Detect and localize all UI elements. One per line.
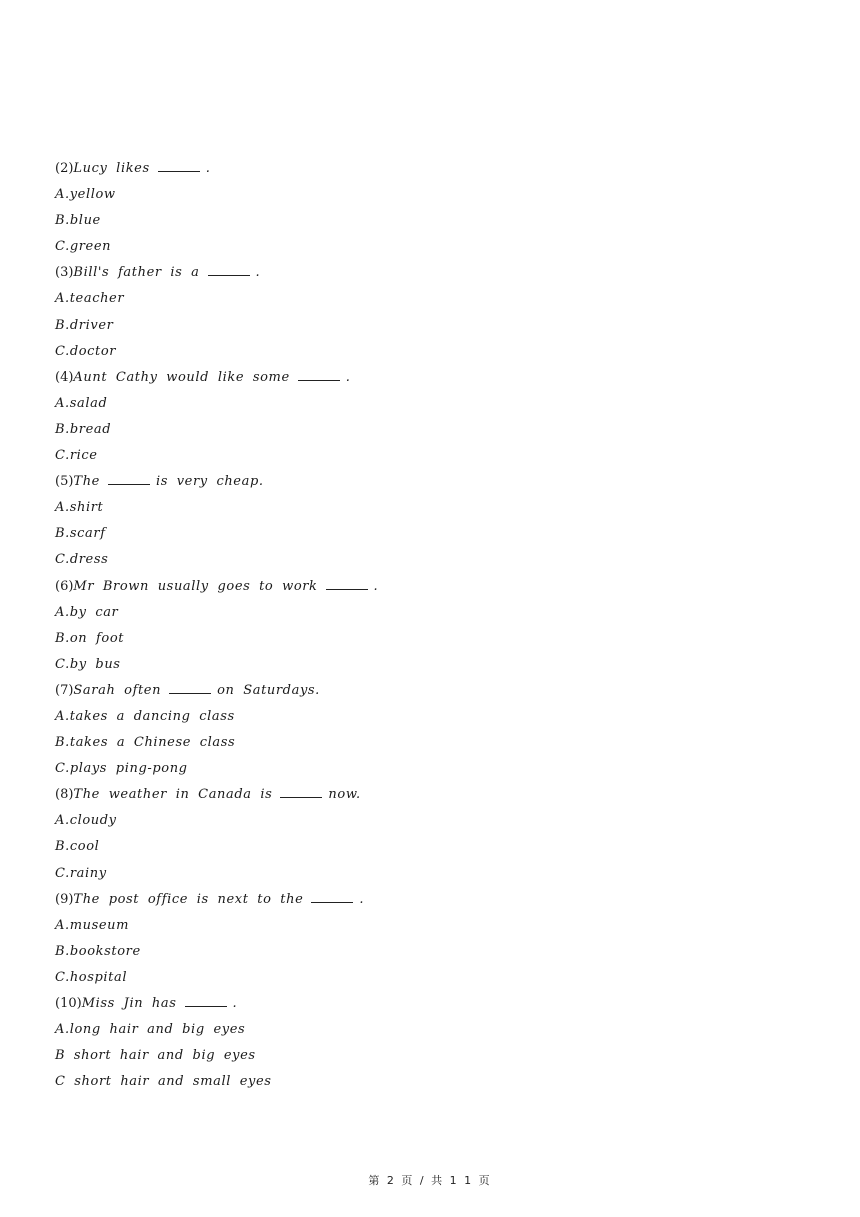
answer-option: B.takes a Chinese class [55, 735, 236, 751]
answer-blank[interactable] [280, 787, 322, 798]
question-text-before: Sarah often [73, 682, 162, 698]
question-text-before: The post office is next to the [73, 891, 304, 907]
question-text-before: Lucy likes [73, 161, 150, 176]
answer-option: A.museum [55, 917, 130, 933]
question-text-before: The [73, 474, 100, 490]
question-number: (9) [55, 891, 74, 907]
question-stem [55, 365, 815, 391]
answer-option: A.shirt [55, 500, 104, 516]
answer-option: B.blue [55, 213, 101, 229]
answer-option: B short hair and big eyes [55, 1048, 256, 1064]
question-stem [55, 469, 815, 495]
question-text-after: . [205, 161, 211, 176]
question-number: (3) [55, 265, 74, 281]
question-stem [55, 991, 815, 1017]
question-text-after: now. [328, 787, 361, 803]
question-text-before: Aunt Cathy would like some [73, 369, 290, 385]
question-number: (4) [55, 369, 74, 385]
answer-option: C.rainy [55, 865, 107, 881]
answer-blank[interactable] [311, 892, 353, 903]
answer-option: C.by bus [55, 656, 121, 672]
answer-option: C.doctor [55, 343, 117, 359]
question-number: (2) [55, 161, 74, 176]
answer-option: A.cloudy [55, 813, 117, 829]
question-text-before: Miss Jin has [81, 996, 177, 1011]
question-stem [55, 887, 815, 913]
question-number: (8) [55, 787, 74, 803]
answer-option: C.rice [55, 448, 98, 464]
answer-option: B.driver [55, 317, 114, 333]
question-number: (7) [55, 682, 74, 698]
question-text-after: . [232, 996, 238, 1011]
question-text-after: . [345, 369, 351, 385]
answer-option: A.by car [55, 604, 119, 620]
answer-option: C.plays ping-pong [55, 761, 188, 777]
answer-blank[interactable] [185, 996, 227, 1007]
question-text-before: The weather in Canada is [73, 787, 273, 803]
answer-option: C.green [55, 239, 112, 255]
answer-option: C short hair and small eyes [55, 1074, 272, 1090]
answer-option: A.teacher [55, 291, 125, 307]
answer-blank[interactable] [169, 683, 211, 694]
question-text-before: Mr Brown usually goes to work [73, 578, 318, 594]
question-stem [55, 678, 815, 704]
question-stem [55, 782, 815, 808]
question-text-after: . [359, 891, 365, 907]
answer-blank[interactable] [158, 161, 200, 172]
answer-option: B.scarf [55, 526, 106, 542]
question-text-after: is very cheap. [155, 474, 264, 490]
question-number: (6) [55, 578, 74, 594]
question-text-after: on Saturdays. [217, 682, 320, 698]
answer-blank[interactable] [298, 370, 340, 381]
question-number: (10) [55, 996, 82, 1011]
question-text-before: Bill's father is a [73, 265, 200, 281]
answer-option: A.salad [55, 395, 108, 411]
question-list [55, 156, 815, 1095]
answer-blank[interactable] [108, 474, 150, 485]
answer-option: C.dress [55, 552, 109, 568]
question-stem [55, 260, 815, 286]
answer-option: A.yellow [55, 187, 116, 203]
page-footer: 第 2 页 / 共 1 1 页 [368, 1174, 492, 1187]
question-stem [55, 156, 815, 182]
answer-option: C.hospital [55, 969, 128, 985]
question-text-after: . [373, 578, 379, 594]
answer-option: B.bookstore [55, 943, 141, 959]
answer-option: B.bread [55, 421, 112, 437]
answer-blank[interactable] [208, 265, 250, 276]
question-text-after: . [255, 265, 261, 281]
question-stem [55, 574, 815, 600]
question-number: (5) [55, 474, 74, 490]
answer-option: B.cool [55, 839, 100, 855]
answer-option: A.takes a dancing class [55, 708, 235, 724]
answer-blank[interactable] [326, 579, 368, 590]
answer-option: B.on foot [55, 630, 125, 646]
answer-option: A.long hair and big eyes [55, 1022, 246, 1038]
